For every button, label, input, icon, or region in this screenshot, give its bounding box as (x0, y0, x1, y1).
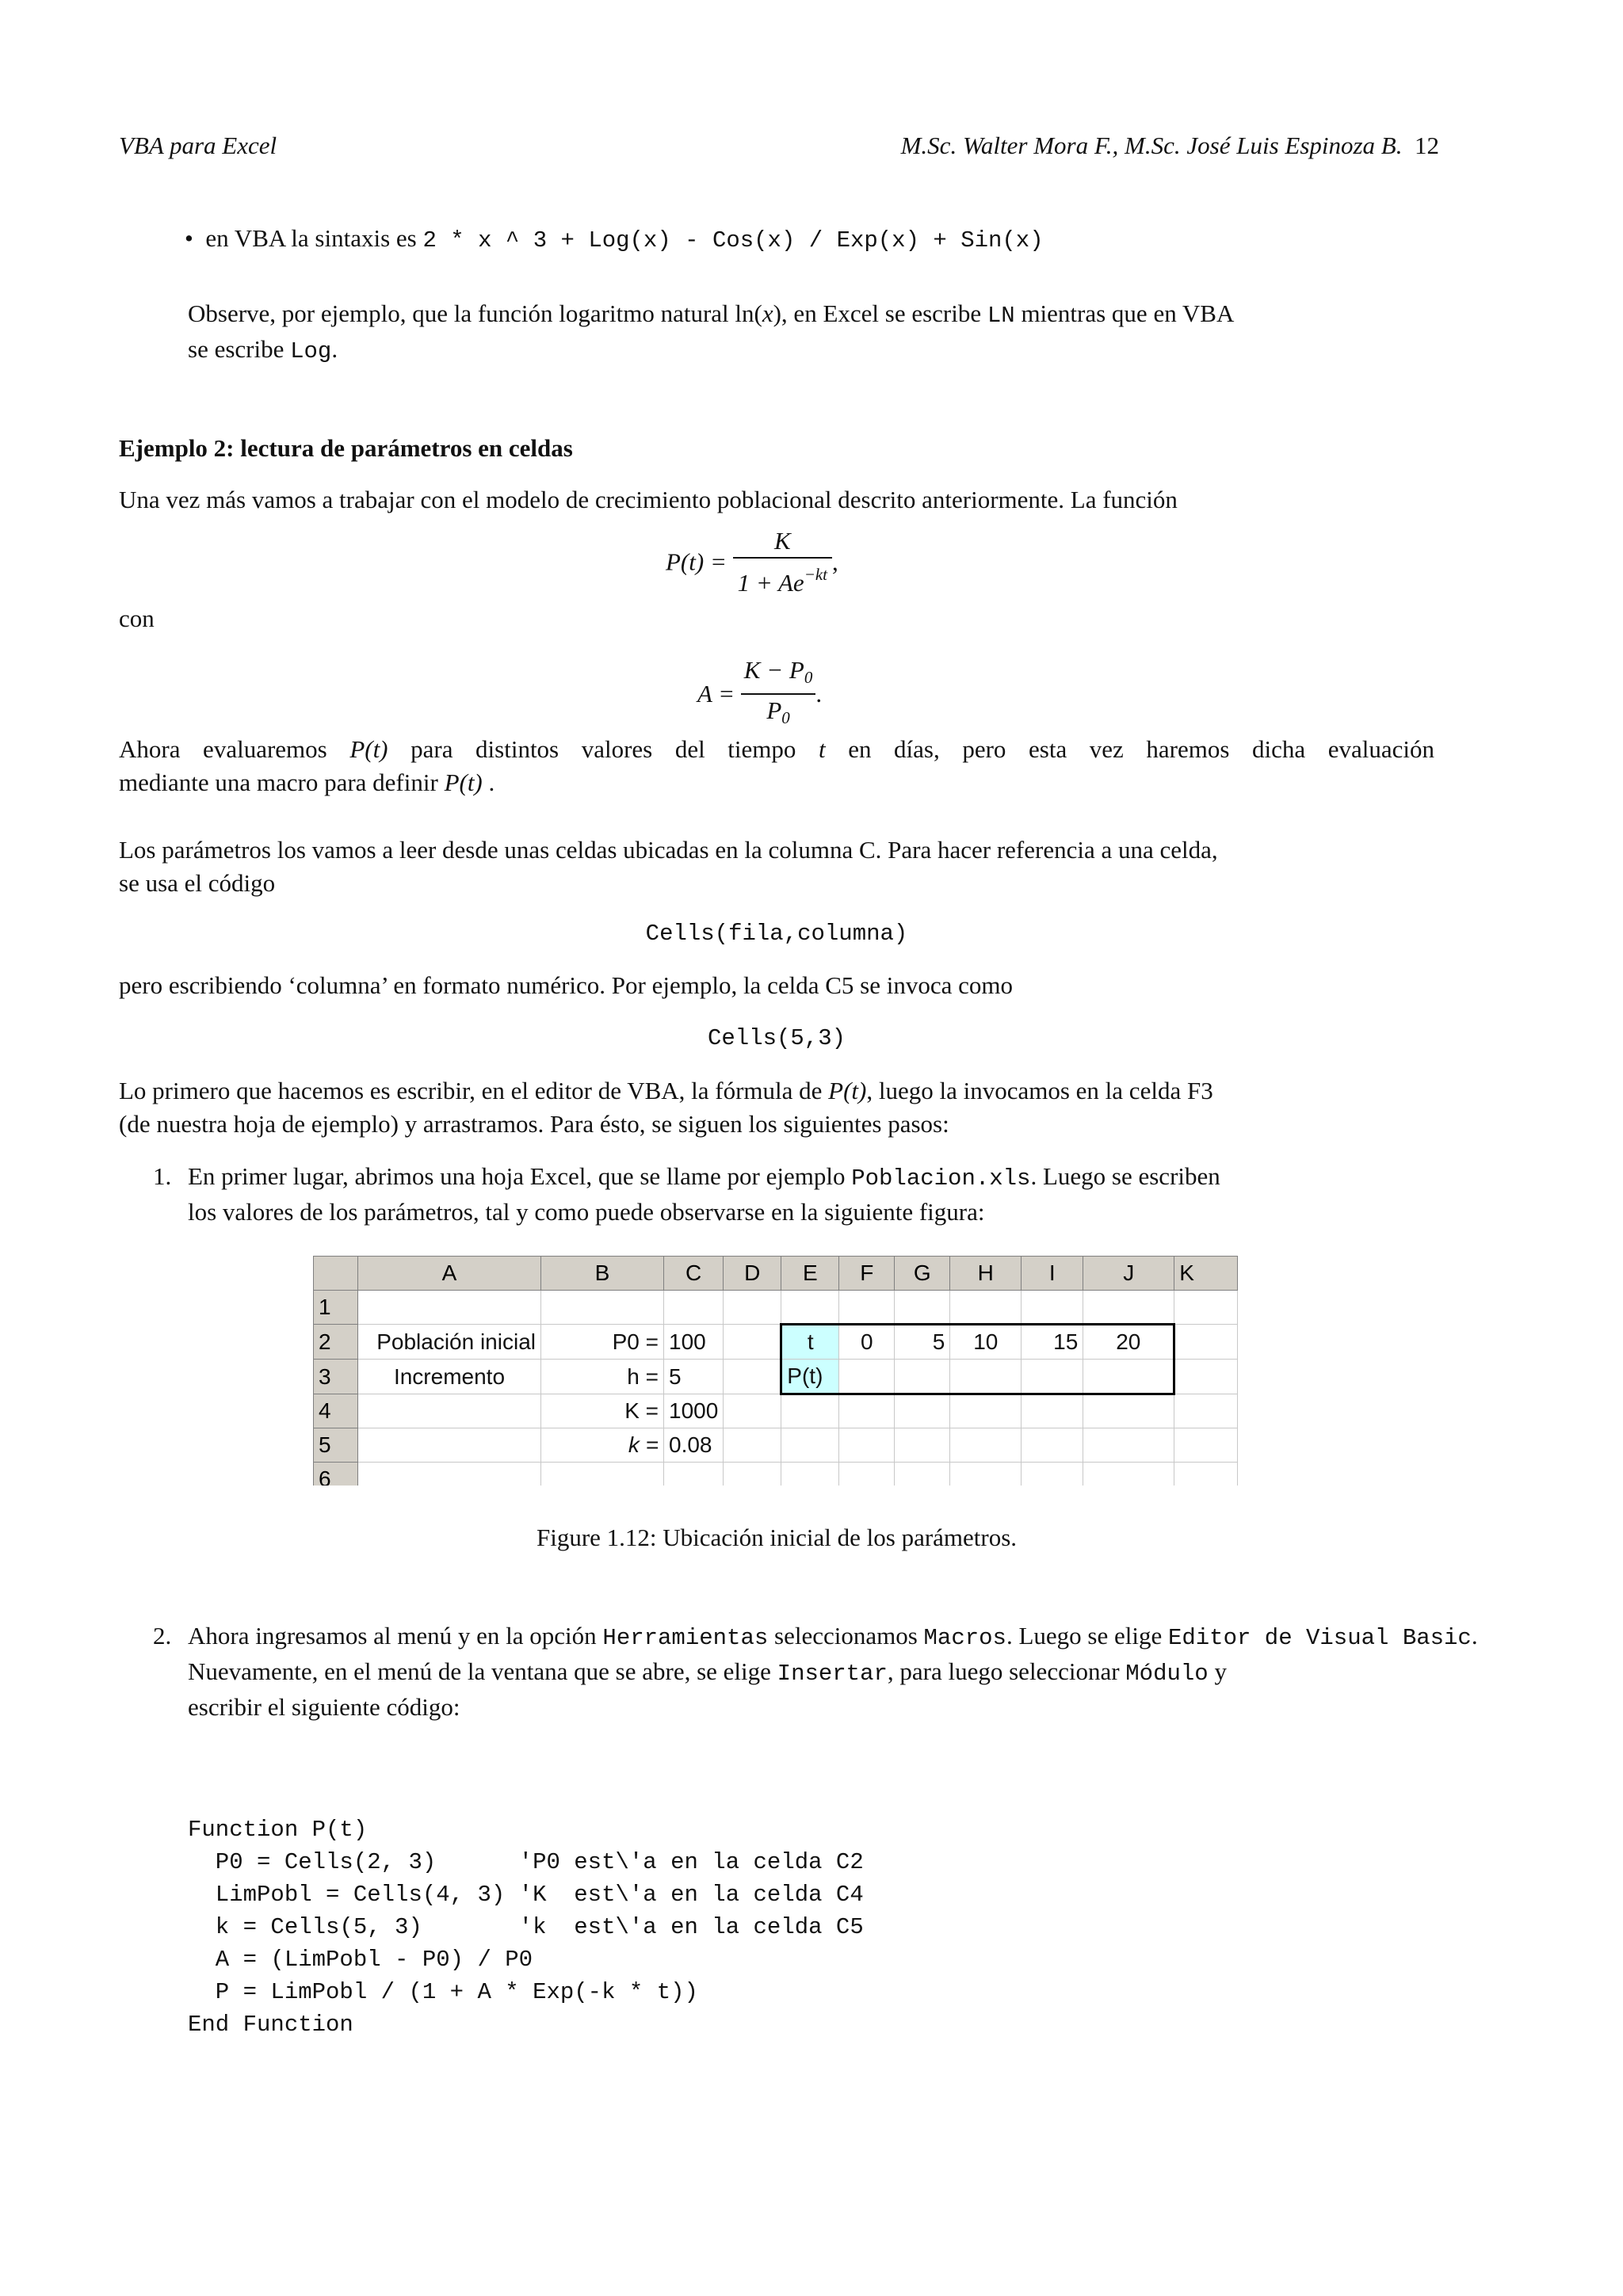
formula2-num-base: K − P (743, 656, 804, 684)
paragraph-evaluate (119, 733, 1434, 799)
step2-b: seleccionamos (774, 1622, 918, 1650)
cell-d6[interactable] (724, 1463, 781, 1486)
cell-k2[interactable] (1174, 1325, 1238, 1360)
col-header-j[interactable]: J (1083, 1257, 1174, 1291)
para2-line-2: se usa el código (119, 869, 276, 897)
formula1-comma: , (832, 547, 838, 576)
step2-number: 2. (153, 1622, 172, 1650)
step2-line-2 (188, 1655, 1606, 1691)
cell-c4[interactable]: 1000 (664, 1394, 724, 1428)
observe-line-1 (188, 297, 1456, 333)
formula1-den-exponent: −kt (804, 565, 828, 584)
column-header-row (314, 1257, 1238, 1291)
cell-i3[interactable] (1022, 1360, 1083, 1394)
cell-g1[interactable] (895, 1291, 950, 1325)
formula2-den-sub: 0 (781, 708, 790, 727)
para1-t: t (818, 735, 826, 763)
para4-line-1 (119, 1074, 1450, 1108)
cell-e4[interactable] (781, 1394, 839, 1428)
formula2-numerator (741, 654, 816, 693)
para1-f: mediante una macro para definir (119, 769, 438, 796)
spreadsheet-grid (313, 1256, 1238, 1486)
cell-a5[interactable] (358, 1428, 541, 1463)
cell-f5[interactable] (839, 1428, 895, 1463)
formula1-denominator (733, 557, 832, 599)
observe-text-1: Observe, por ejemplo, que la función logaritmo natural ln( (188, 299, 762, 327)
observe-line-2 (188, 333, 1456, 368)
sheet-row-5 (314, 1428, 1238, 1463)
page-number: 12 (1415, 132, 1439, 159)
paragraph-first-steps (119, 1074, 1450, 1141)
cell-i4[interactable] (1022, 1394, 1083, 1428)
col-header-h[interactable]: H (950, 1257, 1022, 1291)
observe-paragraph (188, 297, 1456, 368)
cell-d2[interactable] (724, 1325, 781, 1360)
spreadsheet-figure (313, 1256, 1244, 1486)
col-header-c[interactable]: C (664, 1257, 724, 1291)
step1-code: Poblacion.xls (851, 1165, 1031, 1192)
cell-b6[interactable] (541, 1463, 664, 1486)
col-header-i[interactable]: I (1022, 1257, 1083, 1291)
code-line: End Function (188, 2012, 353, 2038)
para1-line-1 (119, 733, 1434, 766)
cell-f6[interactable] (839, 1463, 895, 1486)
cell-a1[interactable] (358, 1291, 541, 1325)
sheet-row-4 (314, 1394, 1238, 1428)
cell-e6[interactable] (781, 1463, 839, 1486)
col-header-b[interactable]: B (541, 1257, 664, 1291)
step1-b: . Luego se escriben (1030, 1162, 1220, 1190)
cell-c2[interactable]: 100 (664, 1325, 724, 1360)
cell-c1[interactable] (664, 1291, 724, 1325)
para4-a: Lo primero que hacemos es escribir, en el editor de VBA, la fórmula de (119, 1077, 823, 1104)
cell-j1[interactable] (1083, 1291, 1174, 1325)
formula1-den-base: 1 + Ae (737, 569, 804, 597)
cell-b5[interactable] (541, 1428, 664, 1463)
cell-h1[interactable] (950, 1291, 1022, 1325)
para1-c: para distintos valores del tiempo (411, 735, 796, 763)
cell-a6[interactable] (358, 1463, 541, 1486)
formula2-lhs: A = (697, 680, 735, 707)
vba-code-block (188, 1781, 864, 2073)
cell-g3[interactable] (895, 1360, 950, 1394)
cell-j6[interactable] (1083, 1463, 1174, 1486)
col-header-f[interactable]: F (839, 1257, 895, 1291)
cell-d1[interactable] (724, 1291, 781, 1325)
cell-h4[interactable] (950, 1394, 1022, 1428)
para4-line-2: (de nuestra hoja de ejemplo) y arrastramos. Para ésto, se siguen los siguientes pasos: (119, 1110, 949, 1138)
cell-h6[interactable] (950, 1463, 1022, 1486)
figure-caption: Figure 1.12: Ubicación inicial de los parámetros. (536, 1524, 1018, 1551)
para1-pt-2: P(t) (444, 769, 483, 796)
cell-h5[interactable] (950, 1428, 1022, 1463)
col-header-a[interactable]: A (358, 1257, 541, 1291)
formula2-denominator (741, 693, 816, 734)
code-line: P0 = Cells(2, 3) 'P0 est\'a en la celda C2 (188, 1849, 864, 1875)
sheet-row-3 (314, 1360, 1238, 1394)
bullet-code: 2 * x ^ 3 + Log(x) - Cos(x) / Exp(x) + Sin(x) (422, 227, 1044, 254)
cell-d3[interactable] (724, 1360, 781, 1394)
step1-line-2: los valores de los parámetros, tal y como puede observarse en la siguiente figura: (188, 1198, 985, 1226)
step1-a: En primer lugar, abrimos una hoja Excel, que se llame por ejemplo (188, 1162, 846, 1190)
step2-code-macros: Macros (923, 1625, 1006, 1651)
step2-d: . (1471, 1622, 1478, 1650)
step2-line-1 (188, 1619, 1606, 1655)
cell-b5-text: k = (628, 1432, 659, 1457)
cell-i6[interactable] (1022, 1463, 1083, 1486)
para1-a: Ahora evaluaremos (119, 735, 327, 763)
cell-g5[interactable] (895, 1428, 950, 1463)
formula1-fraction (733, 525, 832, 599)
cell-d4[interactable] (724, 1394, 781, 1428)
step2-a: Ahora ingresamos al menú y en la opción (188, 1622, 597, 1650)
con-text: con (119, 605, 155, 632)
step2-text (188, 1619, 1606, 1724)
col-header-k[interactable]: K (1174, 1257, 1238, 1291)
cell-a4[interactable] (358, 1394, 541, 1428)
para1-pt: P(t) (349, 735, 388, 763)
observe-code-log: Log (290, 338, 332, 364)
sheet-row-1 (314, 1291, 1238, 1325)
step2-e: Nuevamente, en el menú de la ventana que se abre, se elige (188, 1657, 771, 1685)
para4-pt: P(t) (828, 1077, 867, 1104)
cell-g4[interactable] (895, 1394, 950, 1428)
cell-j3[interactable] (1083, 1360, 1174, 1394)
formula2-num-sub: 0 (804, 668, 813, 687)
cell-g2[interactable]: 5 (895, 1325, 950, 1360)
paragraph-numeric: pero escribiendo ‘columna’ en formato numérico. Por ejemplo, la celda C5 se invoca como (119, 971, 1013, 999)
col-header-e[interactable]: E (781, 1257, 839, 1291)
col-header-g[interactable]: G (895, 1257, 950, 1291)
paragraph-cells (119, 833, 1434, 900)
observe-code-ln: LN (987, 303, 1015, 329)
bullet-dot: • (185, 224, 193, 252)
step2-code-herramientas: Herramientas (602, 1625, 769, 1651)
step2-f: , para luego seleccionar (887, 1657, 1120, 1685)
cell-c5[interactable]: 0.08 (664, 1428, 724, 1463)
cell-j2[interactable]: 20 (1083, 1325, 1174, 1360)
observe-text-3: mientras que en VBA (1021, 299, 1235, 327)
cell-k1[interactable] (1174, 1291, 1238, 1325)
cell-e2[interactable]: t (781, 1325, 839, 1360)
code-cells-5-3: Cells(5,3) (707, 1025, 846, 1051)
step2-line-3: escribir el siguiente código: (188, 1693, 460, 1721)
bullet-item (185, 222, 1044, 257)
cell-b1[interactable] (541, 1291, 664, 1325)
formula-logistic (666, 525, 838, 599)
row-header-2[interactable]: 2 (314, 1325, 358, 1360)
cell-b4[interactable]: K = (541, 1394, 664, 1428)
observe-text-2: ), en Excel se escribe (773, 299, 982, 327)
para2-line-1: Los parámetros los vamos a leer desde unas celdas ubicadas en la columna C. Para hacer referencia a una celda, (119, 836, 1218, 864)
formula1-lhs: P(t) = (666, 547, 727, 576)
cell-d5[interactable] (724, 1428, 781, 1463)
formula1-numerator: K (773, 527, 791, 555)
cell-k3[interactable] (1174, 1360, 1238, 1394)
cell-b3[interactable]: h = (541, 1360, 664, 1394)
cell-f2[interactable]: 0 (839, 1325, 895, 1360)
step1-number: 1. (153, 1162, 172, 1190)
cell-e3[interactable]: P(t) (781, 1360, 839, 1394)
cell-j5[interactable] (1083, 1428, 1174, 1463)
cell-f3[interactable] (839, 1360, 895, 1394)
step1-line-1 (188, 1160, 1456, 1196)
cell-f4[interactable] (839, 1394, 895, 1428)
code-line: Function P(t) (188, 1817, 368, 1843)
cell-c3[interactable]: 5 (664, 1360, 724, 1394)
formula2-den-base: P (766, 696, 782, 724)
para1-h: . (488, 769, 495, 796)
para4-c: , luego la invocamos en la celda F3 (866, 1077, 1213, 1104)
cell-a2[interactable]: Población inicial (358, 1325, 541, 1360)
row-header-5[interactable]: 5 (314, 1428, 358, 1463)
cell-c6[interactable] (664, 1463, 724, 1486)
cell-f1[interactable] (839, 1291, 895, 1325)
formula-a (697, 654, 822, 734)
cell-j4[interactable] (1083, 1394, 1174, 1428)
formula2-period: . (815, 680, 823, 707)
code-line: P = LimPobl / (1 + A * Exp(-k * t)) (188, 1979, 698, 2005)
cell-k6[interactable] (1174, 1463, 1238, 1486)
step1-text (188, 1160, 1456, 1229)
cell-h3[interactable] (950, 1360, 1022, 1394)
cell-g6[interactable] (895, 1463, 950, 1486)
cell-a3[interactable]: Incremento (358, 1360, 541, 1394)
section-intro: Una vez más vamos a trabajar con el modelo de crecimiento poblacional descrito anteriormente. La función (119, 486, 1178, 513)
cell-e5[interactable] (781, 1428, 839, 1463)
step2-code-modulo: Módulo (1125, 1661, 1209, 1687)
cell-i2[interactable]: 15 (1022, 1325, 1083, 1360)
code-cells-fila-columna: Cells(fila,columna) (645, 921, 908, 947)
cell-i5[interactable] (1022, 1428, 1083, 1463)
cell-i1[interactable] (1022, 1291, 1083, 1325)
step2-g: y (1214, 1657, 1227, 1685)
observe-text-4: se escribe (188, 335, 285, 363)
running-header-title: VBA para Excel (119, 132, 277, 159)
bullet-text: en VBA la sintaxis es (205, 224, 417, 252)
section-heading: Ejemplo 2: lectura de parámetros en celdas (119, 434, 573, 462)
step2-code-insertar: Insertar (777, 1661, 888, 1687)
cell-e1[interactable] (781, 1291, 839, 1325)
row-header-4[interactable]: 4 (314, 1394, 358, 1428)
cell-k4[interactable] (1174, 1394, 1238, 1428)
col-header-d[interactable]: D (724, 1257, 781, 1291)
row-header-3[interactable]: 3 (314, 1360, 358, 1394)
cell-h2[interactable]: 10 (950, 1325, 1022, 1360)
row-header-6[interactable]: 6 (314, 1463, 358, 1486)
select-all-corner[interactable] (314, 1257, 358, 1291)
step2-c: . Luego se elige (1006, 1622, 1163, 1650)
code-line: A = (LimPobl - P0) / P0 (188, 1947, 533, 1973)
observe-text-5: . (331, 335, 338, 363)
sheet-row-6 (314, 1463, 1238, 1486)
code-line: k = Cells(5, 3) 'k est\'a en la celda C5 (188, 1914, 864, 1940)
step2-code-editor: Editor de Visual Basic (1167, 1625, 1472, 1651)
sheet-row-2 (314, 1325, 1238, 1360)
formula2-fraction (741, 654, 816, 734)
row-header-1[interactable]: 1 (314, 1291, 358, 1325)
running-header-authors (901, 129, 1439, 162)
para1-line-2 (119, 766, 1434, 799)
para1-e: en días, pero esta vez haremos dicha evaluación (848, 735, 1434, 763)
header-authors: M.Sc. Walter Mora F., M.Sc. José Luis Espinoza B. (900, 132, 1403, 159)
code-line: LimPobl = Cells(4, 3) 'K est\'a en la celda C4 (188, 1882, 864, 1908)
cell-k5[interactable] (1174, 1428, 1238, 1463)
observe-var: x (762, 299, 773, 327)
cell-b2[interactable]: P0 = (541, 1325, 664, 1360)
